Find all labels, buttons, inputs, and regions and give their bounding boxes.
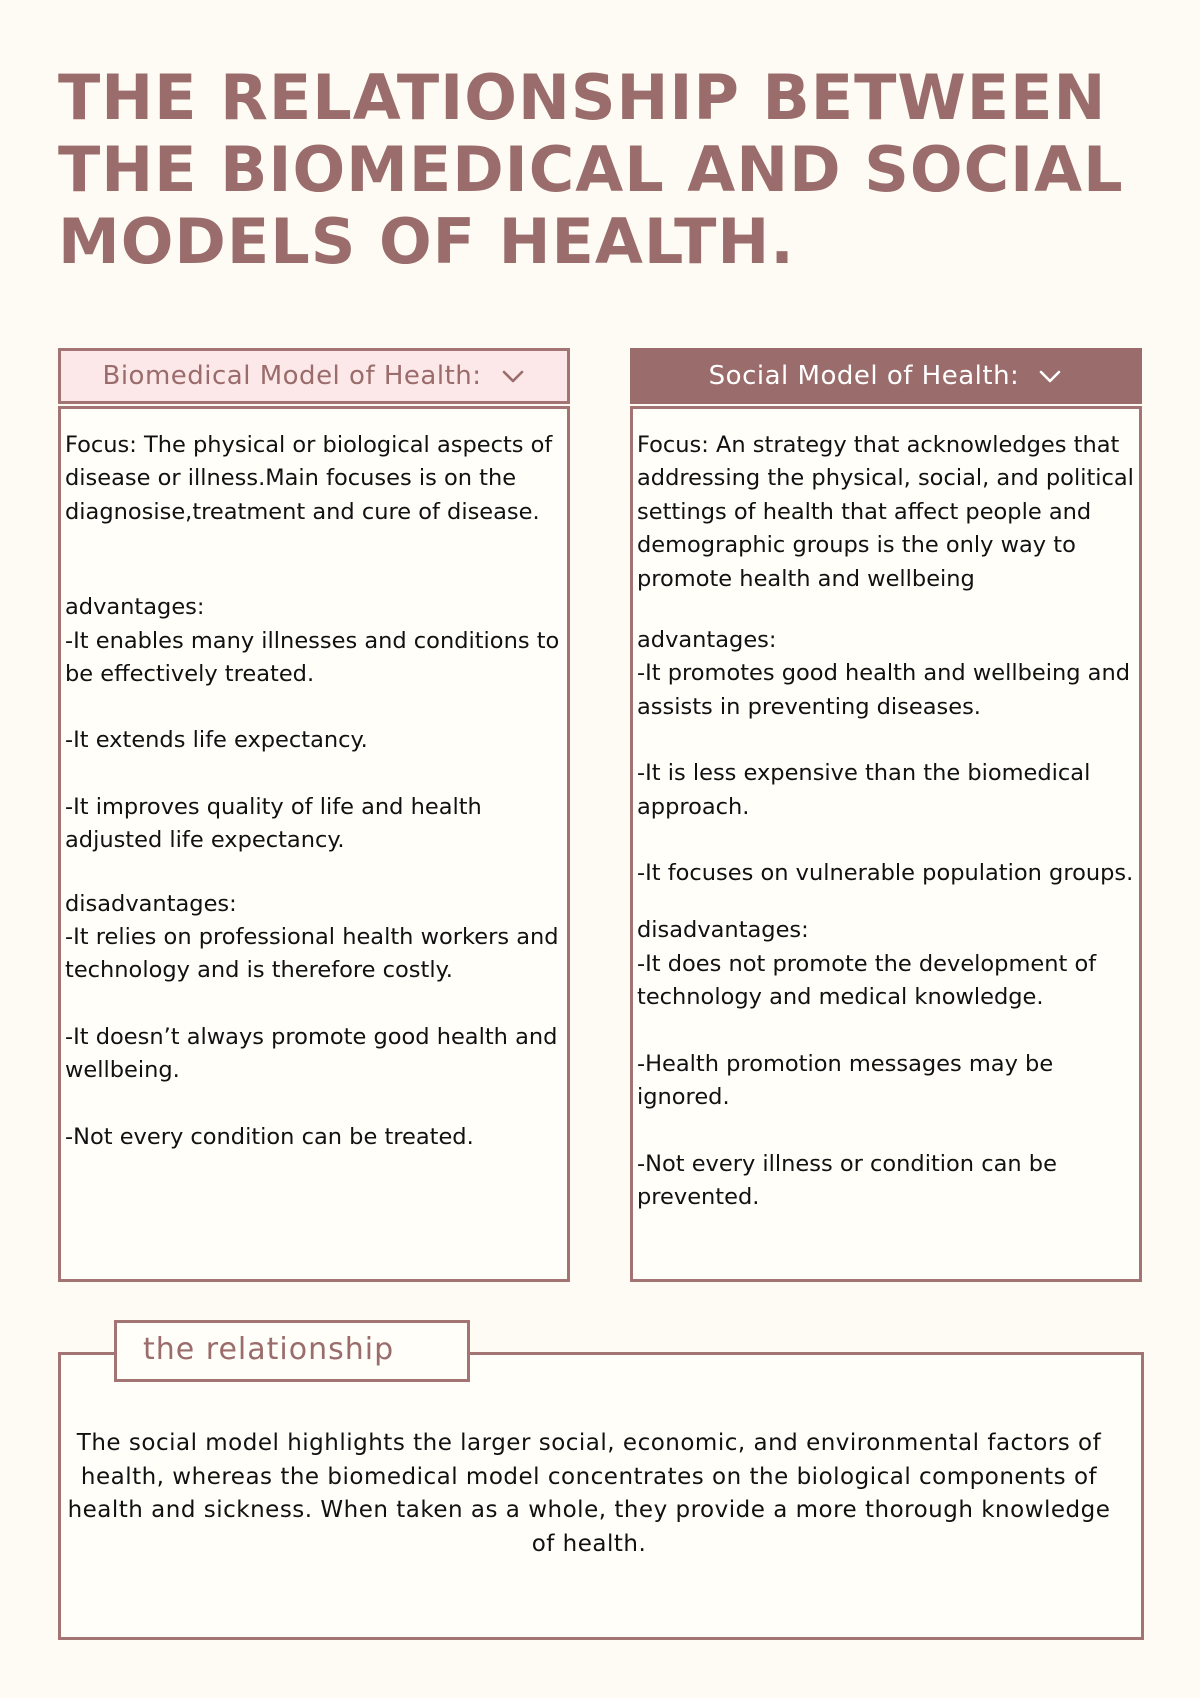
social-advantage-3: -It focuses on vulnerable population groups.: [637, 860, 1134, 887]
biomedical-disadvantages-label: disadvantages:: [65, 890, 237, 917]
social-header-dropdown[interactable]: [630, 348, 1142, 404]
biomedical-disadvantage-1: -It relies on professional health workers and technology and is therefore costly.: [65, 924, 559, 984]
social-disadvantages-label: disadvantages:: [637, 917, 809, 944]
social-disadvantage-1: -It does not promote the development of technology and medical knowledge.: [637, 950, 1097, 1011]
biomedical-advantage-3: -It improves quality of life and health adjusted life expectancy.: [65, 793, 482, 854]
relationship-text: The social model highlights the larger social, economic, and environmental factors of health, whereas the biomedical model concentrates on the biological components of health and sickness. When taken as a whole, they provide a more thorough knowledge of health.: [67, 1430, 1111, 1557]
social-advantage-1: -It promotes good health and wellbeing and assists in preventing diseases.: [637, 660, 1131, 720]
social-disadvantage-2: -Health promotion messages may be ignored.: [637, 1050, 1054, 1111]
social-advantage-2: -It is less expensive than the biomedical approach.: [637, 760, 1091, 820]
biomedical-disadvantage-2: -It doesn’t always promote good health and wellbeing.: [65, 1023, 558, 1084]
title-line-2: THE BIOMEDICAL AND SOCIAL: [58, 133, 1124, 206]
biomedical-advantage-1: -It enables many illnesses and conditions to be effectively treated.: [65, 627, 560, 688]
title-line-3: MODELS OF HEALTH.: [58, 205, 795, 278]
biomedical-disadvantage-3: -Not every condition can be treated.: [65, 1123, 474, 1150]
social-advantages-label: advantages:: [637, 627, 777, 654]
social-disadvantage-3: -Not every illness or condition can be prevented.: [637, 1150, 1057, 1210]
biomedical-advantage-2: -It extends life expectancy.: [65, 727, 368, 754]
biomedical-advantages-label: advantages:: [65, 594, 205, 621]
biomedical-header-dropdown[interactable]: [58, 348, 570, 404]
biomedical-focus: Focus: The physical or biological aspects of disease or illness.Main focuses is on the diagnosise,treatment and cure of disease.: [65, 432, 553, 525]
social-focus: Focus: An strategy that acknowledges that addressing the physical, social, and political settings of health that affect people and demographic groups is the only way to promote health and wellbeing: [637, 432, 1134, 592]
social-panel: [630, 406, 1142, 1282]
biomedical-panel: [58, 406, 570, 1282]
title-line-1: THE RELATIONSHIP BETWEEN: [58, 61, 1107, 134]
chevron-down-icon: [1037, 363, 1063, 389]
relationship-label: the relationship: [114, 1320, 470, 1382]
biomedical-header-label: Biomedical Model of Health:: [102, 361, 482, 391]
social-header-label: Social Model of Health:: [708, 361, 1020, 391]
chevron-down-icon: [500, 363, 526, 389]
page-title: [58, 61, 1124, 278]
